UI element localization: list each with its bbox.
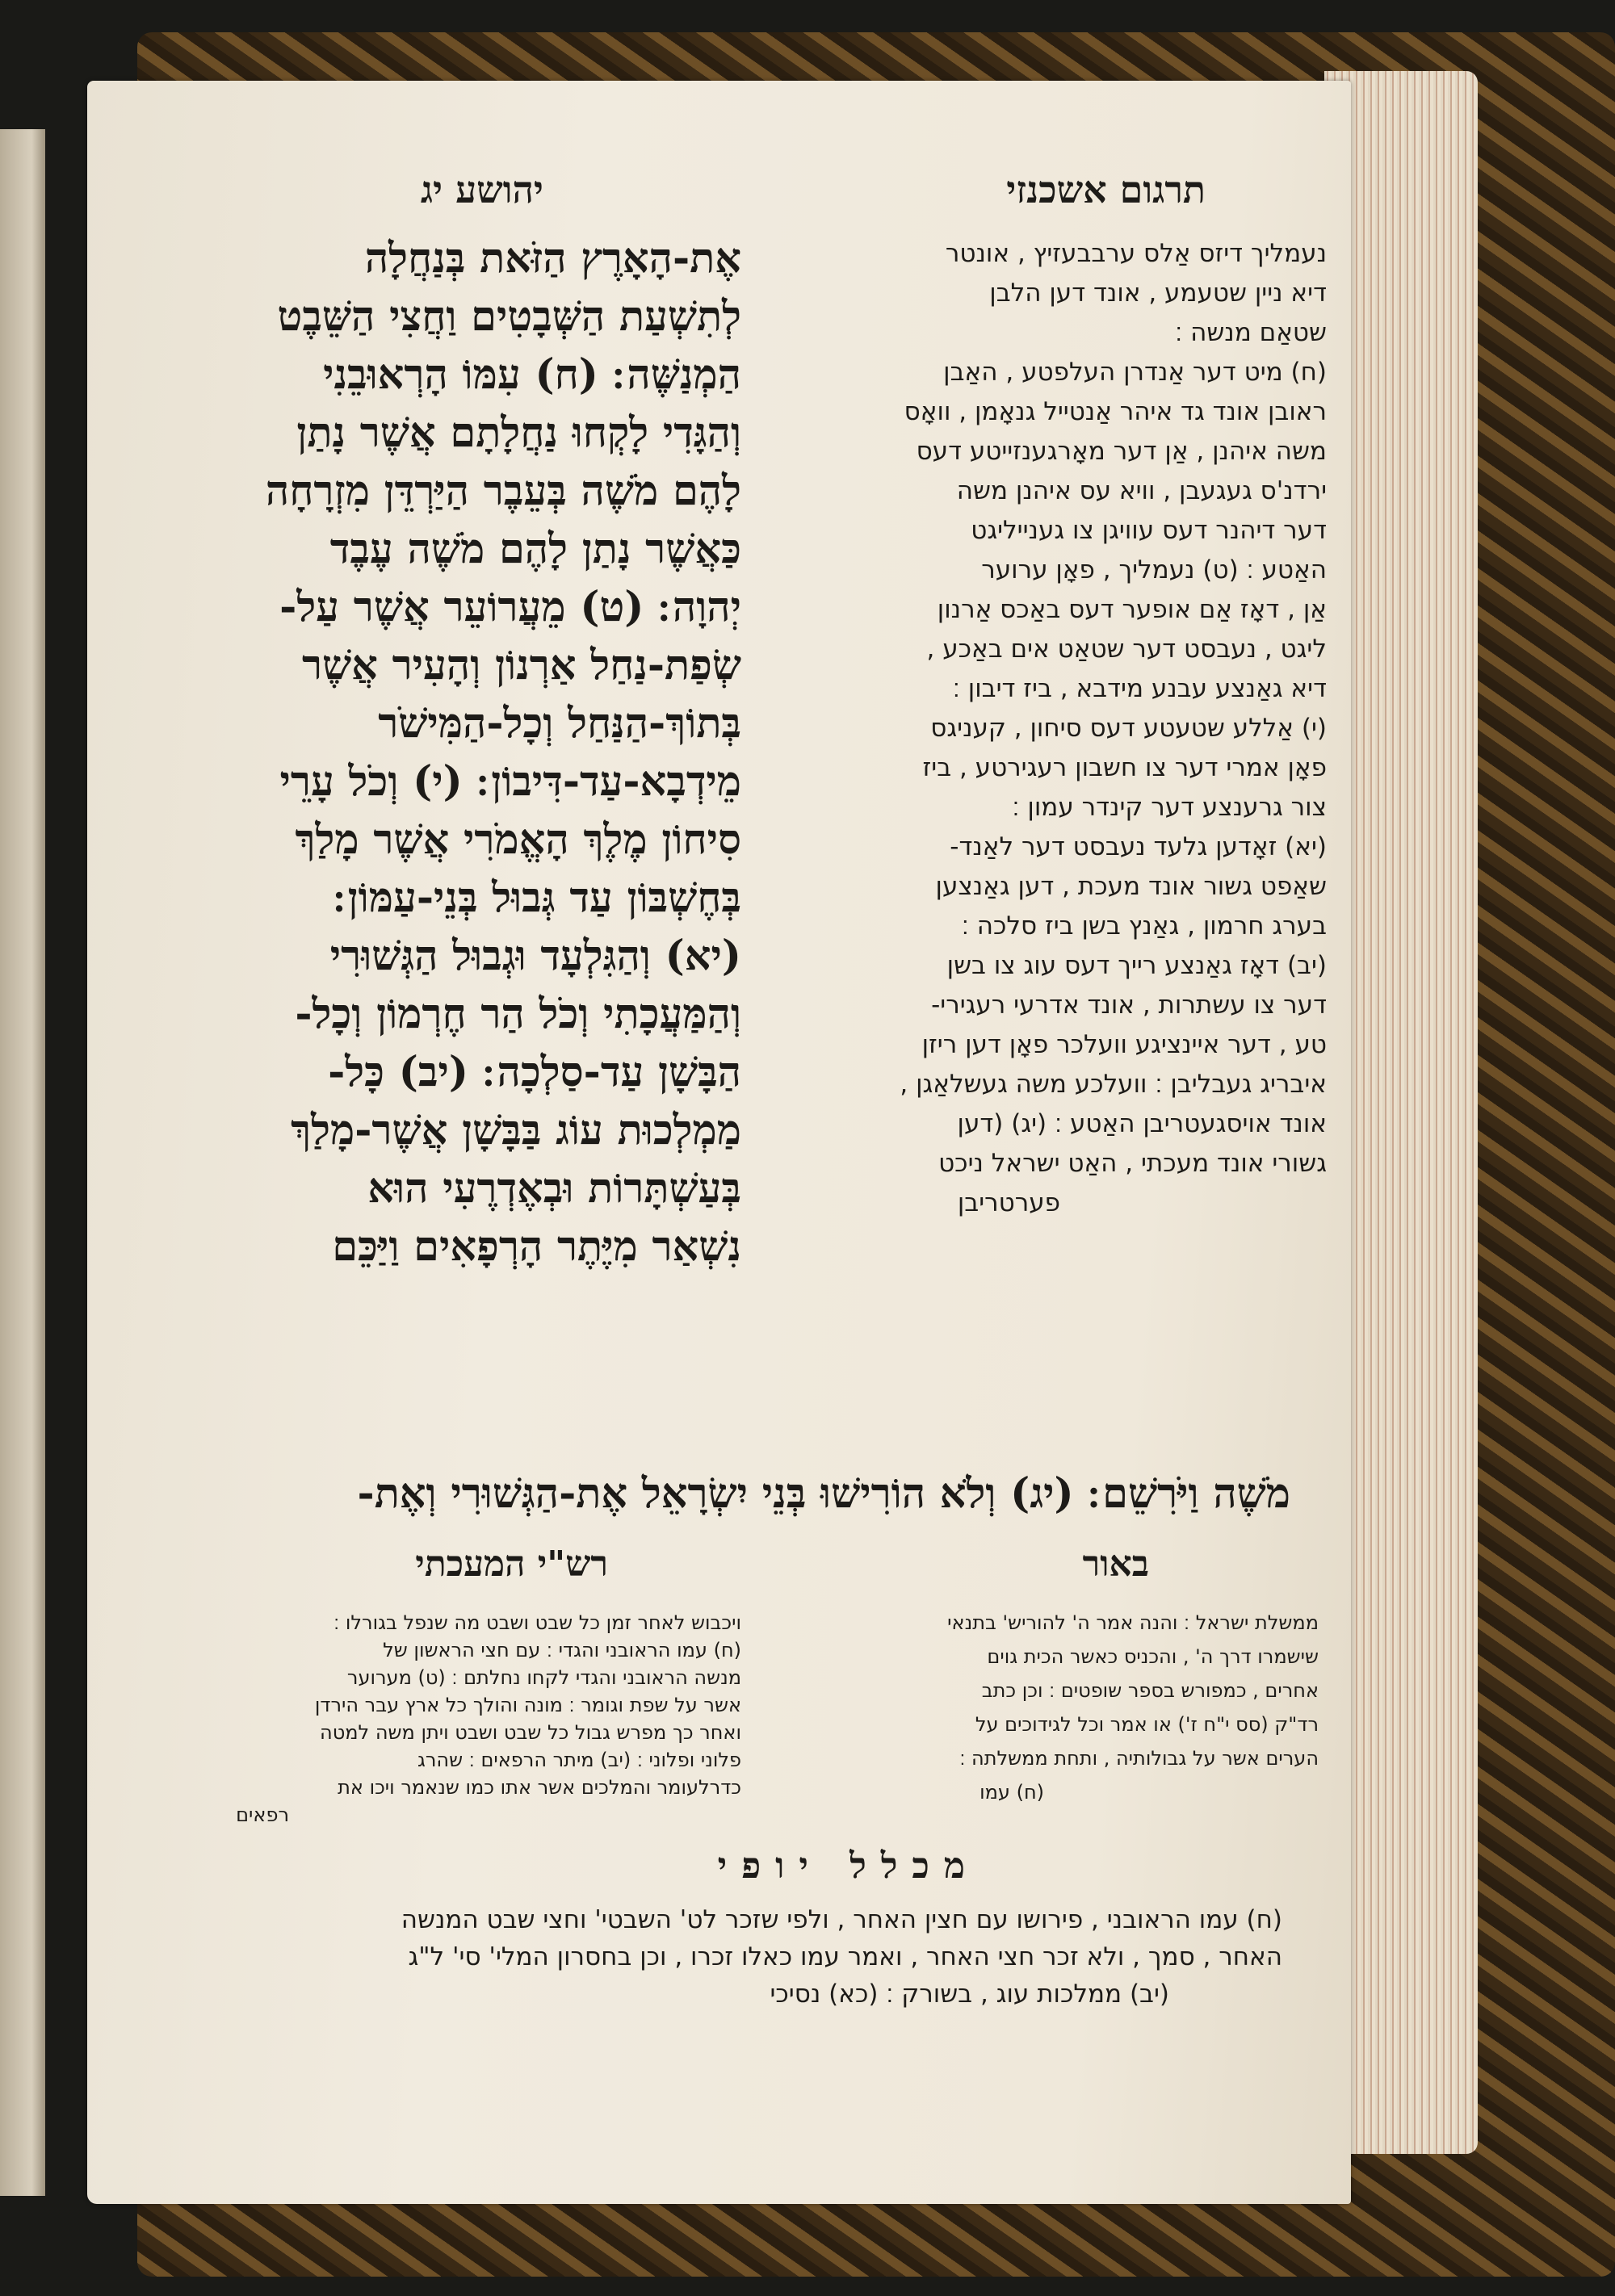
rashi-line: כדרלעומר והמלכים אשר אתו כמו שנאמר ויכו את	[338, 1776, 741, 1799]
rashi-line: מנשה הראובני והגדי לקחו נחלתם ׃ (ט) מערוער	[346, 1666, 741, 1689]
hebrew-line: מַמְלְכוּת עוֹג בַּבָּשָׁן אֲשֶׁר-מָלַךְ	[291, 1106, 741, 1154]
rashi-line: ויכבוש לאחר זמן כל שבט ושבט מה שנפל בגורלו ׃	[333, 1611, 741, 1634]
mikhlol-block	[120, 1905, 1282, 2043]
hebrew-line: לְתִשְׁעַת הַשְּׁבָטִים וַחֲצִי הַשֵּׁבֶט	[277, 292, 741, 341]
left-page-edge	[0, 129, 45, 2196]
hebrew-line: לָהֶם מֹשֶׁה בְּעֵבֶר הַיַּרְדֵּן מִזְרָחָה	[265, 467, 741, 515]
hebrew-line: הַמְנַשֶּׁה ׃ (ח) עִמּוֹ הָרְאוּבֵנִי	[323, 350, 741, 399]
hebrew-line: שְׂפַת-נַחַל אַרְנוֹן וְהָעִיר אֲשֶׁר	[301, 641, 741, 689]
yiddish-line: ראובן אונד גד איהר אַנטייל גנאָמן , וואָס	[904, 397, 1327, 426]
hebrew-line: וְהַגָּדִי לָקְחוּ נַחֲלָתָם אֲשֶׁר נָתַן	[296, 409, 741, 457]
yiddish-line: גשורי אונד מעכתי , האַט ישראל ניכט	[938, 1149, 1327, 1178]
mikhlol-line: האחר , סמך , ולא זכר חצי האחר , ואמר עמו כאלו זכרו , וכן בחסרון המלי' סי' ל"ג	[408, 1942, 1282, 1971]
yiddish-line: צור גרענצע דער קינדר עמון ׃	[1012, 793, 1327, 822]
hebrew-full-line: מֹשֶׁה וַיֹּרִשֵׁם ׃ (יג) וְלֹא הוֹרִישׁוּ בְּנֵי יִשְׂרָאֵל אֶת-הַגְּשׁוּרִי וְאֶת-	[357, 1469, 1290, 1518]
hebrew-line: סִיחוֹן מֶלֶךְ הָאֱמֹרִי אֲשֶׁר מָלַךְ	[295, 815, 741, 864]
hebrew-line: נִשְׁאַר מִיֶּתֶר הָרְפָאִים וַיַּכֵּם	[332, 1222, 741, 1271]
hebrew-line: בְּעַשְׁתָּרוֹת וּבְאֶדְרֶעִי הוּא	[367, 1164, 741, 1213]
hebrew-line: וְהַמַּעֲכָתִי וְכֹל הַר חֶרְמוֹן וְכָל-	[295, 990, 741, 1038]
mikhlol-heading: מכלל יופי	[717, 1846, 979, 1887]
hebrew-line: כַּאֲשֶׁר נָתַן לָהֶם מֹשֶׁה עֶבֶד	[329, 525, 741, 573]
running-head-left: יהושע יג	[420, 168, 543, 212]
mikhlol-line: (ח) עמו הראובני , פירושו עם חצין האחר , ולפי שזכר לט' השבטי' וחצי שבט המנשה	[401, 1905, 1282, 1934]
biur-line: (ח) עמו	[979, 1781, 1044, 1804]
yiddish-line: דער צו עשתרות , אונד אדרעי רעגירי-	[931, 991, 1327, 1020]
biur-line: הערים אשר על גבולותיה , ותחת ממשלתה ׃	[959, 1747, 1319, 1770]
yiddish-line: אונד אויסגעטריבן האַטע ׃ (יג) (דען	[957, 1109, 1327, 1138]
yiddish-line: דיא ניין שטעמע , אונד דען הלבן	[989, 279, 1327, 308]
rashi-line: (ח) עמו הראובני והגדי ׃ עם חצי הראשון של	[383, 1639, 741, 1661]
yiddish-line: דער דיהנר דעס עוויגן צו גענייליגט	[971, 516, 1327, 545]
hebrew-line: מֵידְבָא-עַד-דִּיבוֹן ׃ (י) וְכֹל עָרֵי	[279, 757, 741, 806]
hebrew-line: בְּחֶשְׁבּוֹן עַד גְּבוּל בְּנֵי-עַמּוֹן ׃	[333, 874, 741, 922]
yiddish-column	[782, 239, 1327, 1531]
yiddish-line: משה איהנן , אַן דער מאָרגענזייטע דעס	[916, 437, 1327, 466]
yiddish-line: ירדנ'ס געגעבן , וויא עס איהנן משה	[956, 476, 1327, 505]
yiddish-line: נעמליך דיזס אַלס ערבבעזיץ , אונטר	[945, 239, 1327, 268]
hebrew-line: (יא) וְהַגִּלְעָד וּגְבוּל הַגְּשׁוּרִי	[329, 932, 741, 980]
hebrew-line: יְהוָה ׃ (ט) מֵעֲרוֹעֵר אֲשֶׁר עַל-	[279, 583, 741, 631]
biur-line: רד"ק (סס י"ח ז') או אמר וכל לגידוכים על	[975, 1713, 1319, 1736]
yiddish-line: דיא גאַנצע עבנע מידבא , ביז דיבון ׃	[952, 674, 1327, 703]
yiddish-line: איבריג געבליבן ׃ וועלכע משה געשלאַגן ,	[900, 1070, 1327, 1099]
hebrew-line: בְּתוֹךְ-הַנַּחַל וְכָל-הַמִּישֹׁר	[378, 699, 741, 748]
hebrew-column	[144, 234, 741, 1558]
rashi-heading: רש"י המעכתי	[415, 1544, 608, 1585]
hebrew-full-line-box	[136, 1469, 1290, 1534]
yiddish-line: (י) אַללע שטעטע דעס סיחון , קעניגס	[930, 714, 1327, 743]
rashi-block	[160, 1611, 741, 1878]
yiddish-line: בערג חרמון , גאַנץ בשן ביז סלכה ׃	[961, 911, 1327, 941]
yiddish-line: פערטריבן	[957, 1188, 1060, 1217]
biur-line: שישמרו דרך ה' , והכניס כאשר הכית גוים	[987, 1645, 1319, 1668]
rashi-line: פלוני ופלוני ׃ (יב) מיתר הרפאים ׃ שהרג	[417, 1749, 741, 1771]
biur-block	[786, 1611, 1319, 1854]
yiddish-line: אַן , דאָז אַם אופער דעס באַכס אַרנון	[937, 595, 1327, 624]
rashi-line: אשר על שפת וגומר ׃ מונה והולך כל ארץ עבר הירדן	[314, 1694, 741, 1716]
yiddish-line: שאַפט גשור אונד מעכת , דען גאַנצען	[935, 872, 1327, 901]
biur-line: ממשלת ישראל ׃ והנה אמר ה' להוריש' בתנאי	[947, 1611, 1319, 1634]
rashi-line: רפאים	[236, 1804, 289, 1826]
biur-heading: באור	[1082, 1544, 1149, 1585]
yiddish-line: (יא) זאָדען גלעד נעבסט דער לאַנד-	[950, 832, 1327, 861]
running-head-right: תרגום אשכנזי	[1006, 168, 1206, 212]
yiddish-line: ליגט , נעבסט דער שטאַט אים באַכע ,	[926, 635, 1327, 664]
hebrew-line: הַבָּשָׁן עַד-סַלְכָה ׃ (יב) כָּל-	[328, 1048, 741, 1096]
yiddish-line: (יב) דאָז גאַנצע רייך דעס עוג צו בשן	[946, 951, 1327, 980]
yiddish-line: טע , דער איינציגע וועלכר פאָן דען ריזן	[921, 1030, 1327, 1059]
yiddish-line: (ח) מיט דער אַנדרן העלפטע , האַבן	[943, 358, 1327, 387]
biur-line: אחרים , כמפורש בספר שופטים ׃ וכן כתב	[981, 1679, 1319, 1702]
yiddish-line: האַטע ׃ (ט) נעמליך , פאָן ערוער	[981, 555, 1327, 584]
hebrew-line: אֶת-הָאָרֶץ הַזֹּאת בְּנַחֲלָה	[364, 234, 741, 283]
mikhlol-line: (יב) ממלכות עוג , בשורק ׃ (כא) נסיכי	[770, 1980, 1169, 2009]
rashi-line: ואחר כך מפרש גבול כל שבט ושבט ויתן משה למטה	[320, 1721, 741, 1744]
yiddish-line: שטאַם מנשה ׃	[1175, 318, 1327, 347]
yiddish-line: פאָן אמרי דער צו חשבון רעגירטע , ביז	[922, 753, 1327, 782]
book-page	[87, 81, 1351, 2204]
